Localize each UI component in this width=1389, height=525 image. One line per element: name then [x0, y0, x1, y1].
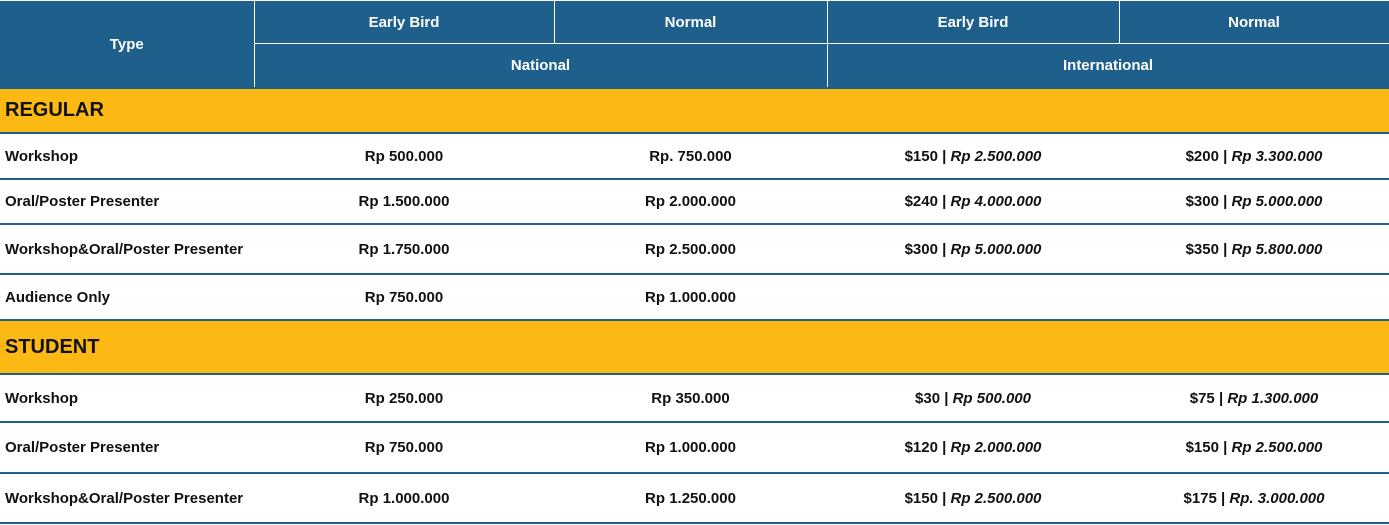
national-normal-price: Rp 2.000.000	[554, 179, 827, 224]
price-separator: |	[1223, 240, 1228, 258]
price-separator: |	[1218, 389, 1224, 407]
international-normal-price	[1119, 473, 1389, 523]
international-normal-price	[1119, 179, 1389, 224]
group-header-national: National	[254, 44, 827, 89]
national-normal-price: Rp 1.250.000	[554, 473, 827, 523]
table-body	[0, 88, 1389, 523]
international-early-price	[827, 133, 1119, 179]
usd-price: $30	[915, 389, 941, 407]
column-header-international-early-bird: Early Bird	[827, 1, 1119, 44]
row-type-label: Workshop&Oral/Poster Presenter	[0, 473, 254, 523]
section-title: REGULAR	[0, 88, 1389, 133]
table-row	[0, 274, 1389, 320]
international-normal-price	[1119, 274, 1389, 320]
section-title: STUDENT	[0, 320, 1389, 374]
section-row-regular	[0, 88, 1389, 133]
usd-price: $175	[1183, 489, 1217, 507]
row-type-label: Oral/Poster Presenter	[0, 179, 254, 224]
rupiah-price: Rp 2.500.000	[1231, 439, 1323, 456]
price-separator: |	[1221, 489, 1226, 507]
rupiah-price: Rp 3.300.000	[1231, 147, 1323, 165]
national-normal-price: Rp 350.000	[554, 374, 827, 422]
price-separator: |	[942, 147, 947, 165]
table-row	[0, 179, 1389, 224]
national-normal-price: Rp. 750.000	[554, 133, 827, 179]
usd-price: $150	[1185, 439, 1219, 456]
column-header-national-normal: Normal	[554, 1, 827, 44]
row-type-label: Audience Only	[0, 274, 254, 320]
national-normal-price: Rp 1.000.000	[554, 274, 827, 320]
column-header-national-early-bird: Early Bird	[254, 1, 554, 44]
international-early-price	[827, 374, 1119, 422]
national-early-bird-price: Rp 750.000	[254, 422, 554, 473]
table-row	[0, 374, 1389, 422]
usd-price: $240	[904, 193, 938, 210]
international-normal-price	[1119, 133, 1389, 179]
national-early-bird-price: Rp 500.000	[254, 133, 554, 179]
usd-price: $350	[1185, 240, 1219, 258]
price-separator: |	[1223, 147, 1228, 165]
national-normal-price: Rp 2.500.000	[554, 224, 827, 274]
international-normal-price	[1119, 422, 1389, 473]
usd-price: $150	[904, 147, 938, 165]
table-header	[0, 1, 1389, 89]
row-type-label: Workshop	[0, 374, 254, 422]
column-header-international-normal: Normal	[1119, 1, 1389, 44]
international-early-price	[827, 179, 1119, 224]
price-separator: |	[944, 389, 949, 407]
usd-price: $300	[904, 240, 938, 258]
usd-price: $120	[904, 439, 938, 456]
rupiah-price: Rp 4.000.000	[950, 193, 1042, 210]
table-row	[0, 473, 1389, 523]
national-early-bird-price: Rp 250.000	[254, 374, 554, 422]
international-early-price	[827, 274, 1119, 320]
rupiah-price: Rp 5.000.000	[1231, 193, 1323, 210]
rupiah-price: Rp 2.500.000	[950, 489, 1042, 507]
usd-price: $300	[1185, 193, 1219, 210]
row-type-label: Workshop&Oral/Poster Presenter	[0, 224, 254, 274]
international-normal-price	[1119, 224, 1389, 274]
table-row	[0, 422, 1389, 473]
price-separator: |	[942, 439, 947, 456]
rupiah-price: Rp. 3.000.000	[1229, 489, 1325, 507]
usd-price: $200	[1185, 147, 1219, 165]
rupiah-price: Rp 2.500.000	[950, 147, 1042, 165]
price-separator: |	[1223, 193, 1228, 210]
group-header-international: International	[827, 44, 1389, 89]
national-early-bird-price: Rp 750.000	[254, 274, 554, 320]
rupiah-price: Rp 2.000.000	[950, 439, 1042, 456]
table-row	[0, 224, 1389, 274]
national-normal-price: Rp 1.000.000	[554, 422, 827, 473]
price-separator: |	[942, 489, 947, 507]
national-early-bird-price: Rp 1.750.000	[254, 224, 554, 274]
rupiah-price: Rp 5.800.000	[1231, 240, 1323, 258]
column-header-type: Type	[0, 1, 254, 89]
national-early-bird-price: Rp 1.500.000	[254, 179, 554, 224]
price-separator: |	[942, 240, 947, 258]
international-early-price	[827, 224, 1119, 274]
price-separator: |	[942, 193, 947, 210]
price-separator: |	[1223, 439, 1228, 456]
rupiah-price: Rp 5.000.000	[950, 240, 1042, 258]
usd-price: $75	[1189, 389, 1215, 407]
international-early-price	[827, 422, 1119, 473]
table-row	[0, 133, 1389, 179]
row-type-label: Oral/Poster Presenter	[0, 422, 254, 473]
rupiah-price: Rp 1.300.000	[1227, 389, 1319, 407]
usd-price: $150	[904, 489, 938, 507]
section-row-student	[0, 320, 1389, 374]
international-normal-price	[1119, 374, 1389, 422]
national-early-bird-price: Rp 1.000.000	[254, 473, 554, 523]
row-type-label: Workshop	[0, 133, 254, 179]
international-early-price	[827, 473, 1119, 523]
rupiah-price: Rp 500.000	[952, 389, 1031, 407]
